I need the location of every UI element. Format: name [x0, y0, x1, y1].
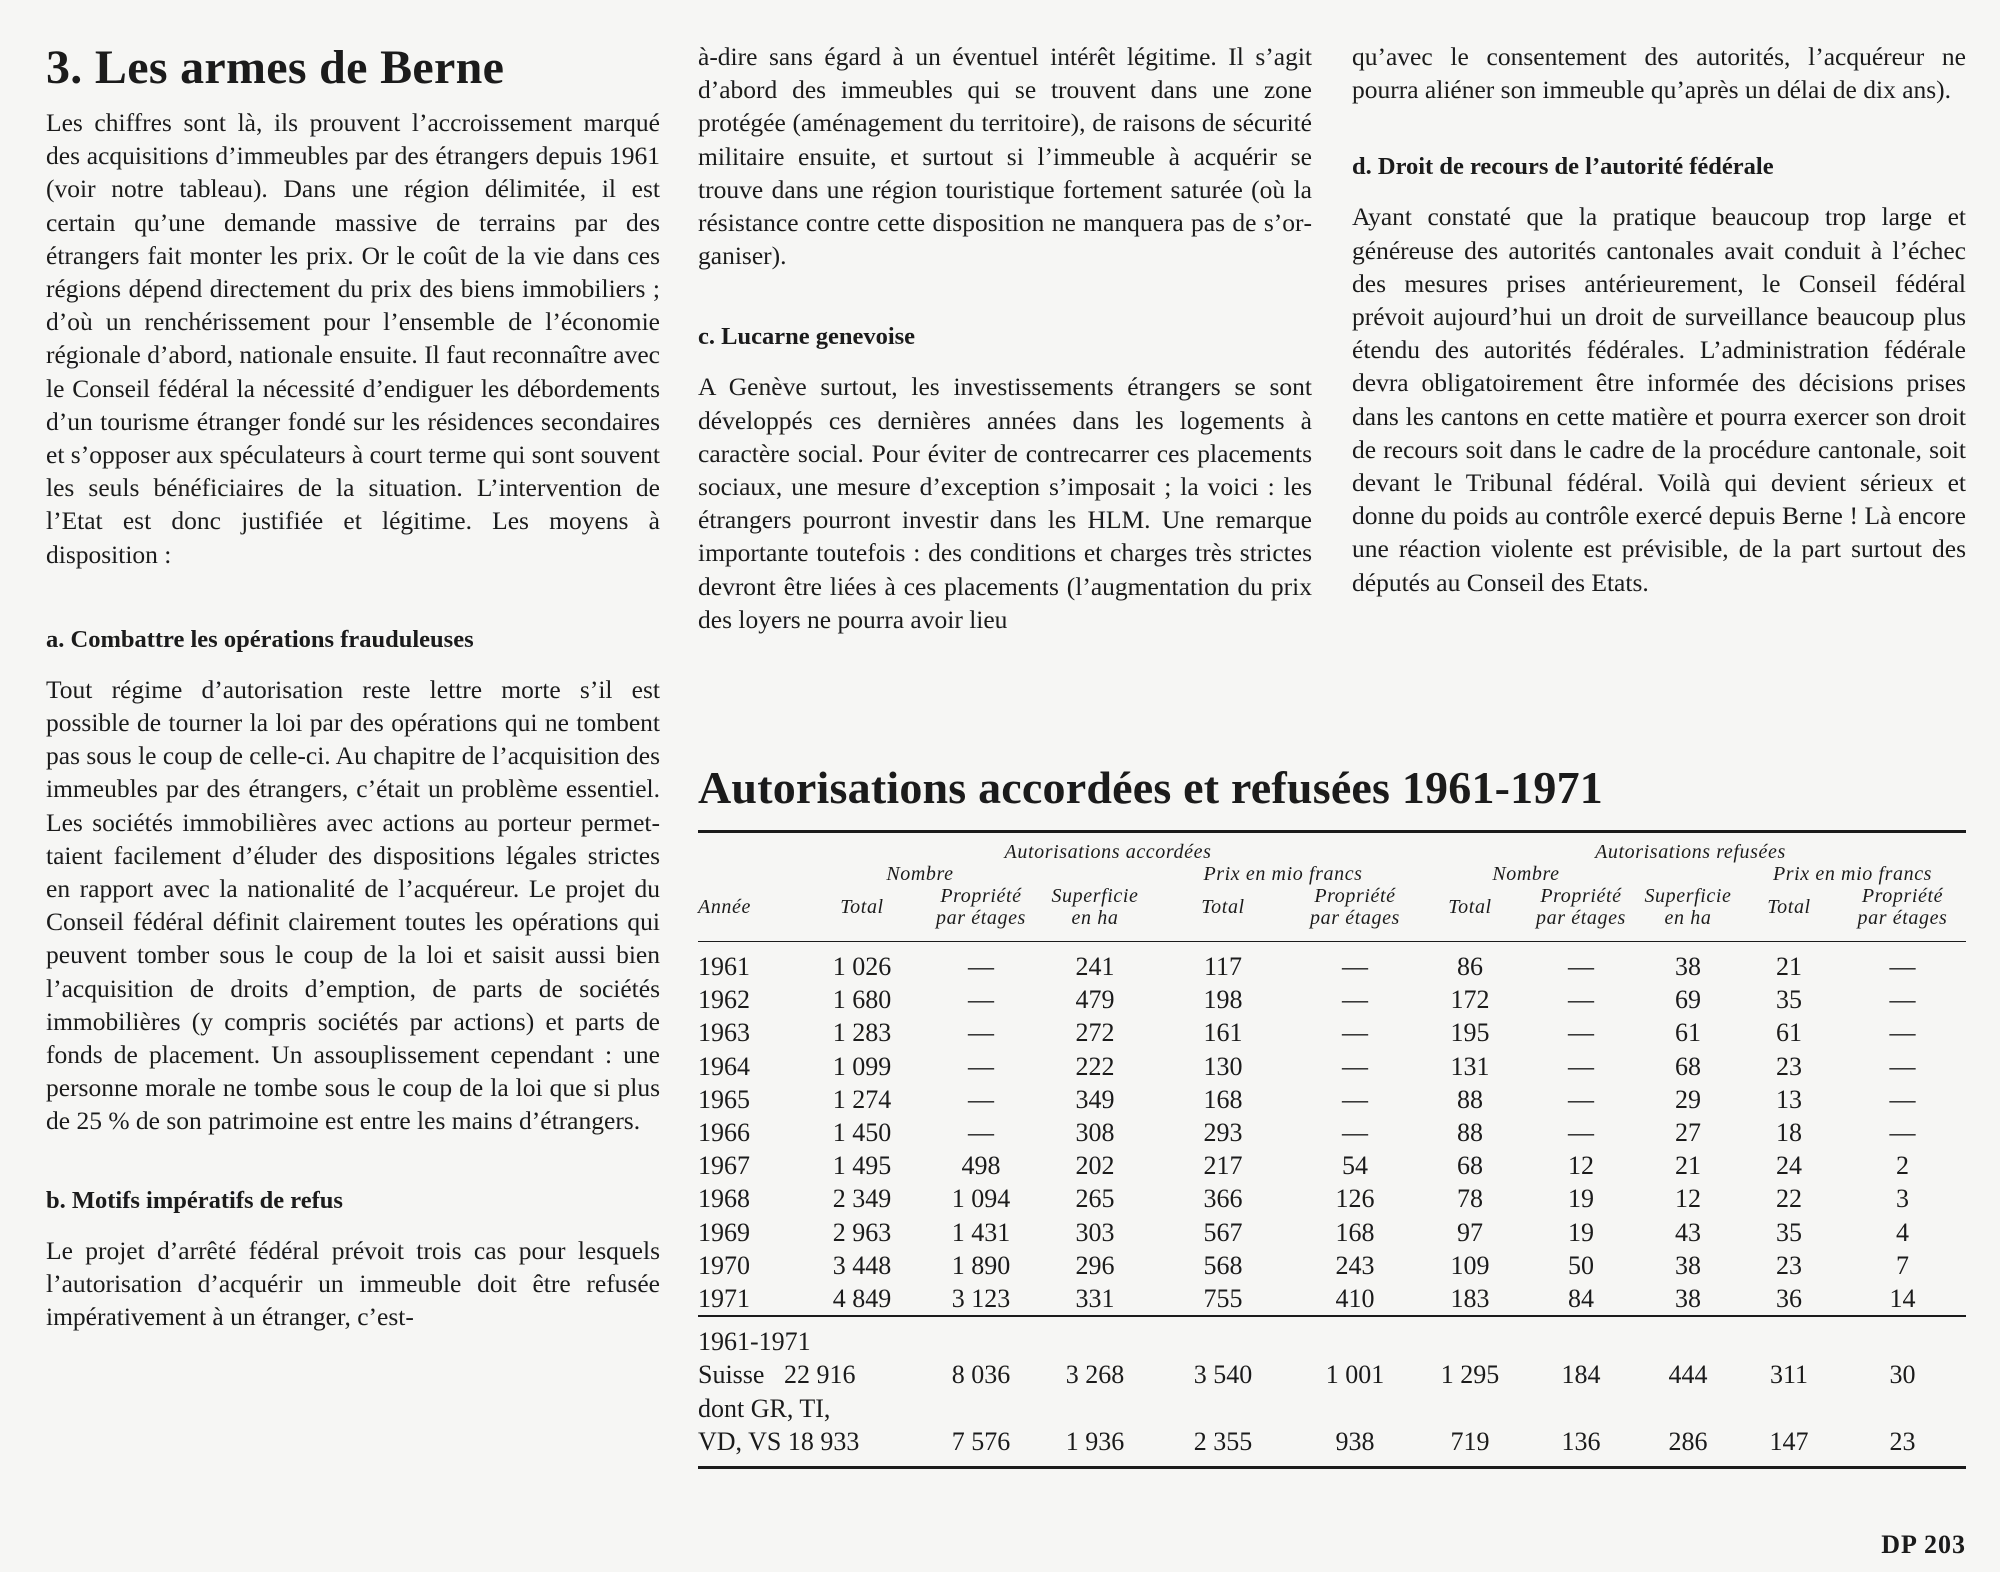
dont-label-2: VD, VS 18 933 [698, 1425, 923, 1468]
year-cell: 1970 [698, 1250, 750, 1280]
table-cell: — [1342, 1084, 1368, 1114]
table-cell: 3 448 [832, 1250, 892, 1280]
table-cell: — [968, 1118, 994, 1148]
table-cell: — [968, 985, 994, 1015]
page-footer: DP 203 [1881, 1530, 1966, 1559]
paragraph-a: Tout régime d’autorisation reste lettre morte s’il est possible de tourner la loi par des opérations qui ne tombent pas sous le coup de celle-ci. Au chapitre de l’acquisition des immeubles par des étrangers, c’était un problème essentiel. Les sociétés immobilières avec actions au porteur permettaient facilement d’éluder des dispositions légales strictes en rapport avec la nationalité de l’acquéreur. Le projet du Conseil fédéral définit clairement toutes les opérations qui peuvent tomber sous le coup de la loi et saisit aussi bien l’acquisition de droits d’emption, de parts de sociétés immobilières (y compris sociétés par actions) et parts de fonds de placement. Un assouplissement cependant : une personne morale ne tombe sous le coup de la loi que si plus de 25 % de son patrimoine est entre les mains d’étrangers. [46, 674, 660, 1136]
table-row [698, 1016, 1966, 1049]
table-cell: 1 094 [951, 1184, 1011, 1214]
table-cell: 1 680 [832, 985, 892, 1015]
statistics-table-block [698, 760, 1966, 1469]
table-cell: — [968, 1084, 994, 1114]
table-cell: — [1889, 985, 1916, 1015]
header-total: Total [1151, 885, 1295, 942]
table-cell: 2 355 [1151, 1425, 1295, 1468]
year-cell: 1966 [698, 1118, 750, 1148]
table-cell: 50 [1568, 1250, 1594, 1280]
header-prix-refusees: Prix en mio francs [1772, 863, 1933, 885]
table-row [698, 1149, 1966, 1182]
heading-c: c. Lucarne genevoise [698, 323, 916, 351]
header-propriete: Propriété par étages [1839, 885, 1966, 942]
table-cell: 69 [1675, 985, 1701, 1015]
table-cell: 1 450 [832, 1118, 892, 1148]
table-cell: 311 [1769, 1360, 1809, 1390]
table-cell: 8 036 [951, 1360, 1011, 1390]
table-cell: 168 [1335, 1217, 1375, 1247]
table-cell: 198 [1203, 985, 1243, 1015]
table-cell: 97 [1457, 1217, 1483, 1247]
table-cell: 117 [1203, 952, 1243, 981]
table-cell: 161 [1203, 1018, 1243, 1048]
table-cell: 27 [1675, 1118, 1701, 1148]
table-cell: 1 936 [1039, 1425, 1151, 1468]
table-cell: 241 [1075, 952, 1115, 981]
table-cell: 222 [1075, 1051, 1115, 1081]
table-cell: 172 [1450, 985, 1490, 1015]
table-cell: 24 [1776, 1151, 1802, 1181]
table-cell: 38 [1675, 952, 1701, 981]
table-cell: — [1889, 1084, 1916, 1114]
table-cell: 2 349 [832, 1184, 892, 1214]
table-cell: 1 026 [832, 952, 892, 981]
table-row [698, 1249, 1966, 1282]
table-row [698, 983, 1966, 1016]
table-cell: 19 [1568, 1184, 1594, 1214]
table-cell: 78 [1457, 1184, 1483, 1214]
table-cell: 68 [1675, 1051, 1701, 1081]
table-cell: 23 [1839, 1425, 1966, 1468]
table-cell: 308 [1075, 1118, 1115, 1148]
table-cell: 2 [1896, 1151, 1909, 1181]
header-annee: Année [698, 885, 801, 942]
table-cell: 286 [1637, 1425, 1739, 1468]
intro-paragraph: Les chiffres sont là, ils prouvent l’accroissement marqué des acquisitions d’immeubles par des étrangers depuis 1961 (voir notre tableau). Dans une région délimitée, il est certain qu’une demande massive de terrains par des étrangers fait monter les prix. Or le coût de la vie dans ces régions dépend directement du prix des biens immobiliers ; d’où un renchérissement pour l’ensemble de l’économie régionale d’abord, nationale ensuite. Il faut reconnaître avec le Conseil fédéral la nécessité d’endiguer les débordements d’un tourisme étranger fondé sur les résidences secondaires et s’opposer aux spéculateurs à court terme qui sont souvent les seuls bénéficiaires de la situation. L’intervention de l’Etat est donc justifiée et légitime. Les moyens à disposition : [46, 108, 660, 569]
table-row [698, 1182, 1966, 1215]
table-cell: 293 [1203, 1118, 1243, 1148]
header-total: Total [801, 885, 923, 942]
table-cell: 61 [1776, 1018, 1802, 1048]
table-cell: 12 [1568, 1151, 1594, 1181]
table-cell: — [1889, 1051, 1916, 1081]
table-title: Autorisations accordées et refusées 1961-1971 [698, 762, 1603, 813]
table-cell: 68 [1457, 1151, 1483, 1181]
table-cell: 349 [1075, 1084, 1115, 1114]
header-refusees: Autorisations refusées [1595, 841, 1786, 863]
table-cell: 12 [1675, 1184, 1701, 1214]
header-accordees: Autorisations accordées [1004, 841, 1212, 863]
table-cell: 719 [1415, 1425, 1525, 1468]
heading-d: d. Droit de recours de l’autorité fédérale [1352, 153, 1774, 181]
table-cell: 568 [1203, 1250, 1243, 1280]
paragraph-b-continued: à-dire sans égard à un éventuel intérêt légitime. Il s’agit d’abord des immeubles qui se trouvent dans une zone protégée (aménagement du territoire), de raisons de sécurité militaire ensuite, et surtout si l’immeuble à acquérir se trouve dans une région touristique fortement saturée (où la résistance contre cette disposition ne manquera pas de s’organiser). [698, 42, 1312, 271]
table-cell: 1 274 [832, 1084, 892, 1114]
table-cell: 136 [1525, 1425, 1637, 1468]
table-cell: 2 963 [832, 1217, 892, 1247]
table-cell: 126 [1335, 1184, 1375, 1214]
table-cell: 1 890 [951, 1250, 1011, 1280]
paragraph-b: Le projet d’arrêté fédéral prévoit trois cas pour lesquels l’autorisation d’acquérir un immeuble doit être refusée impérativement à un étranger, c’est- [46, 1235, 660, 1332]
table-cell: — [1342, 1118, 1368, 1148]
table-cell: 22 [1776, 1184, 1802, 1214]
table-cell: 3 268 [1065, 1360, 1125, 1390]
table-cell: 303 [1075, 1217, 1115, 1247]
heading-a: a. Combattre les opérations frauduleuses [46, 625, 474, 653]
table-cell: 3 123 [951, 1284, 1011, 1314]
table-cell: — [1889, 1118, 1916, 1148]
suisse-row [698, 1358, 1966, 1391]
table-cell: 84 [1568, 1284, 1594, 1314]
table-cell: — [1342, 1018, 1368, 1048]
table-cell: 217 [1203, 1151, 1243, 1181]
table-cell: 131 [1450, 1051, 1490, 1081]
table-cell: 1 431 [951, 1217, 1011, 1247]
table-cell: 21 [1776, 952, 1802, 981]
year-cell: 1969 [698, 1217, 750, 1247]
table-cell: 21 [1675, 1151, 1701, 1181]
year-cell: 1971 [698, 1284, 750, 1314]
table-cell: — [1342, 952, 1368, 981]
table-cell: 18 [1776, 1118, 1802, 1148]
table-row [698, 1216, 1966, 1249]
table-cell: 19 [1568, 1217, 1594, 1247]
column-1 [46, 40, 660, 1333]
header-propriete: Propriété par étages [1525, 885, 1637, 942]
table-cell: 109 [1450, 1250, 1490, 1280]
table-cell: — [1342, 985, 1368, 1015]
table-cell: — [1568, 1118, 1594, 1148]
table-cell: 498 [961, 1151, 1001, 1181]
year-cell: 1964 [698, 1051, 750, 1081]
table-cell: 243 [1335, 1250, 1375, 1280]
header-row-columns [698, 885, 1966, 942]
table-cell: — [968, 1018, 994, 1048]
period-row [698, 1316, 1966, 1358]
table-cell: 88 [1457, 1084, 1483, 1114]
table-cell: 202 [1075, 1151, 1115, 1181]
table-row [698, 1050, 1966, 1083]
table-cell: 23 [1776, 1250, 1802, 1280]
table-cell: 14 [1889, 1284, 1916, 1314]
dont-label-row [698, 1392, 1966, 1425]
table-cell: 147 [1739, 1425, 1839, 1468]
table-cell: 567 [1203, 1217, 1243, 1247]
paragraph-c-continued: qu’avec le consentement des autorités, l’acquéreur ne pourra aliéner son immeuble qu’après un délai de dix ans). [1352, 42, 1966, 105]
year-cell: 1963 [698, 1018, 750, 1048]
column-3 [1352, 40, 1966, 599]
suisse-label: Suisse 22 916 [698, 1360, 856, 1390]
table-cell: — [1568, 1018, 1594, 1048]
table-cell: 13 [1776, 1084, 1802, 1114]
table-cell: 23 [1776, 1051, 1802, 1081]
table-cell: 30 [1889, 1360, 1916, 1390]
table-cell: — [1568, 952, 1594, 981]
table-cell: 1 495 [832, 1151, 892, 1181]
table-cell: 1 295 [1440, 1360, 1500, 1390]
table-cell: 272 [1075, 1018, 1115, 1048]
table-cell: 938 [1295, 1425, 1415, 1468]
table-cell: — [1568, 985, 1594, 1015]
table-row [698, 1116, 1966, 1149]
table-body [698, 942, 1966, 1317]
table-cell: 184 [1561, 1360, 1601, 1390]
header-superficie: Superficie en ha [1637, 885, 1739, 942]
heading-b: b. Motifs impératifs de refus [46, 1186, 343, 1214]
header-nombre-refusees: Nombre [1492, 863, 1560, 885]
table-cell: 130 [1203, 1051, 1243, 1081]
table-cell: — [968, 1051, 994, 1081]
table-row [698, 1282, 1966, 1316]
table-cell: — [1889, 952, 1916, 981]
table-cell: 1 283 [832, 1018, 892, 1048]
table-cell: 38 [1675, 1250, 1701, 1280]
column-2 [698, 40, 1312, 636]
table-cell: 7 576 [923, 1425, 1039, 1468]
table-cell: 7 [1896, 1250, 1909, 1280]
header-total: Total [1739, 885, 1839, 942]
table-cell: — [968, 952, 994, 981]
table-cell: 36 [1776, 1284, 1802, 1314]
year-cell: 1965 [698, 1084, 750, 1114]
table-cell: — [1568, 1084, 1594, 1114]
year-cell: 1968 [698, 1184, 750, 1214]
table-cell: 35 [1776, 985, 1802, 1015]
header-nombre-accordees: Nombre [886, 863, 954, 885]
table-cell: — [1889, 1018, 1916, 1048]
year-cell: 1967 [698, 1151, 750, 1181]
header-propriete: Propriété par étages [1295, 885, 1415, 942]
table-cell: 29 [1675, 1084, 1701, 1114]
article-title: 3. Les armes de Berne [46, 41, 505, 94]
table-cell: 61 [1675, 1018, 1701, 1048]
table-cell: — [1568, 1051, 1594, 1081]
table-row [698, 942, 1966, 984]
table-cell: 296 [1075, 1250, 1115, 1280]
table-cell: 88 [1457, 1118, 1483, 1148]
header-propriete: Propriété par étages [923, 885, 1039, 942]
table-cell: 1 001 [1325, 1360, 1385, 1390]
paragraph-d: Ayant constaté que la pratique beaucoup trop large et généreuse des autorités cantonales avait conduit à l’échec des mesures prises antérieurement, le Conseil fédéral prévoit aujourd’hui un droit de surveillance beaucoup plus étendu des autorités fédérales. L’administration fédérale devra obligatoirement être informée des décisions prises dans les cantons en cette matière et pourra exercer son droit de recours soit dans le cadre de la procédure cantonale, soit devant le Tribunal fédéral. Voilà qui devient sérieux et donne du poids au contrôle exercé depuis Berne ! Là encore une réaction violente est prévisible, de la part surtout des députés au Conseil des Etats. [1352, 202, 1966, 597]
table-cell: 195 [1450, 1018, 1490, 1048]
table-cell: 183 [1450, 1284, 1490, 1314]
table-cell: 755 [1203, 1284, 1243, 1314]
table-cell: 4 849 [832, 1284, 892, 1314]
table-cell: 3 540 [1193, 1360, 1253, 1390]
table-cell: 168 [1203, 1084, 1243, 1114]
table-cell: 479 [1075, 985, 1115, 1015]
table-cell: 366 [1203, 1184, 1243, 1214]
paragraph-c: A Genève surtout, les investissements étrangers se sont développés ces dernières années dans les logements à caractère social. Pour éviter de contrecarrer ces placements sociaux, une mesure d’exception s’imposait ; la voici : les étrangers pourront investir dans les HLM. Une remarque importante toutefois : des conditions et charges très strictes devront être liées à ces placements (l’augmentation du prix des loyers ne pourra avoir lieu [698, 372, 1312, 634]
header-row-groups [698, 832, 1966, 864]
statistics-table [698, 830, 1966, 1469]
period-label: 1961-1971 [698, 1316, 923, 1358]
header-superficie: Superficie en ha [1039, 885, 1151, 942]
table-cell: 410 [1335, 1284, 1375, 1314]
table-row [698, 1083, 1966, 1116]
table-cell: — [1342, 1051, 1368, 1081]
header-total: Total [1415, 885, 1525, 942]
table-cell: 35 [1776, 1217, 1802, 1247]
table-cell: 331 [1075, 1284, 1115, 1314]
year-cell: 1961 [698, 952, 750, 981]
table-cell: 54 [1342, 1151, 1368, 1181]
table-cell: 4 [1896, 1217, 1909, 1247]
header-prix-accordees: Prix en mio francs [1203, 863, 1363, 885]
table-cell: 86 [1457, 952, 1483, 981]
table-cell: 38 [1675, 1284, 1701, 1314]
dont-row [698, 1425, 1966, 1468]
table-cell: 3 [1896, 1184, 1909, 1214]
header-row-subgroups [698, 863, 1966, 885]
table-cell: 265 [1075, 1184, 1115, 1214]
dont-label: dont GR, TI, [698, 1393, 831, 1423]
table-cell: 1 099 [832, 1051, 892, 1081]
year-cell: 1962 [698, 985, 750, 1015]
table-cell: 43 [1675, 1217, 1701, 1247]
table-cell: 444 [1668, 1360, 1708, 1390]
